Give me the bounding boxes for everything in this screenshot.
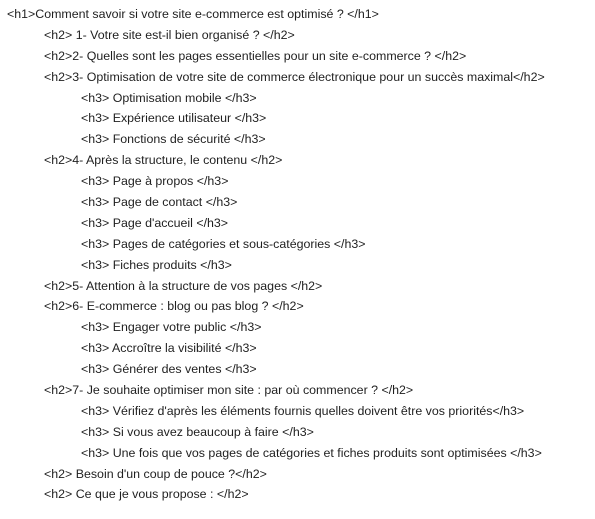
outline-line-h1-title: <h1>Comment savoir si votre site e-commerce est optimisé ? </h1> — [7, 7, 379, 21]
outline-line-h3: <h3> Page à propos </h3> — [81, 174, 229, 189]
outline-line-h3: <h3> Générer des ventes </h3> — [81, 362, 257, 377]
outline-line-h2: <h2>5- Attention à la structure de vos pages </h2> — [44, 278, 323, 293]
outline-line-h3: <h3> Une fois que vos pages de catégories et fiches produits sont optimisées </h3> — [81, 445, 542, 460]
outline-line-h3: <h3> Vérifiez d'après les éléments fournis quelles doivent être vos priorités</h3> — [81, 403, 525, 418]
outline-line-h3: <h3> Expérience utilisateur </h3> — [81, 111, 267, 126]
outline-line-h2: <h2> 1- Votre site est-il bien organisé ? </h2> — [44, 27, 295, 42]
outline-line-h3: <h3> Accroître la visibilité </h3> — [81, 341, 257, 356]
outline-line-h2: <h2>7- Je souhaite optimiser mon site : par où commencer ? </h2> — [44, 383, 414, 398]
outline-line-h3: <h3> Fiches produits </h3> — [81, 257, 232, 272]
outline-line-h2: <h2> Besoin d'un coup de pouce ?</h2> — [44, 466, 267, 481]
heading-outline — [0, 4, 595, 505]
outline-line-h2: <h2>2- Quelles sont les pages essentielles pour un site e-commerce ? </h2> — [44, 48, 467, 63]
outline-line-h3: <h3> Optimisation mobile </h3> — [81, 90, 257, 105]
outline-line-h2: <h2>3- Optimisation de votre site de commerce électronique pour un succès maximal</h2> — [44, 69, 545, 84]
outline-line-h2: <h2>4- Après la structure, le contenu </h2> — [44, 153, 283, 168]
outline-line-h2: <h2>6- E-commerce : blog ou pas blog ? </h2> — [44, 299, 304, 314]
outline-line-h3: <h3> Page de contact </h3> — [81, 195, 238, 210]
outline-line-h3: <h3> Page d'accueil </h3> — [81, 215, 229, 230]
outline-line-h3: <h3> Fonctions de sécurité </h3> — [81, 132, 266, 147]
outline-line-h3: <h3> Engager votre public </h3> — [81, 320, 262, 335]
outline-line-h3: <h3> Pages de catégories et sous-catégories </h3> — [81, 236, 366, 251]
outline-line-h2: <h2> Ce que je vous propose : </h2> — [44, 487, 249, 502]
outline-line-h3: <h3> Si vous avez beaucoup à faire </h3> — [81, 424, 314, 439]
